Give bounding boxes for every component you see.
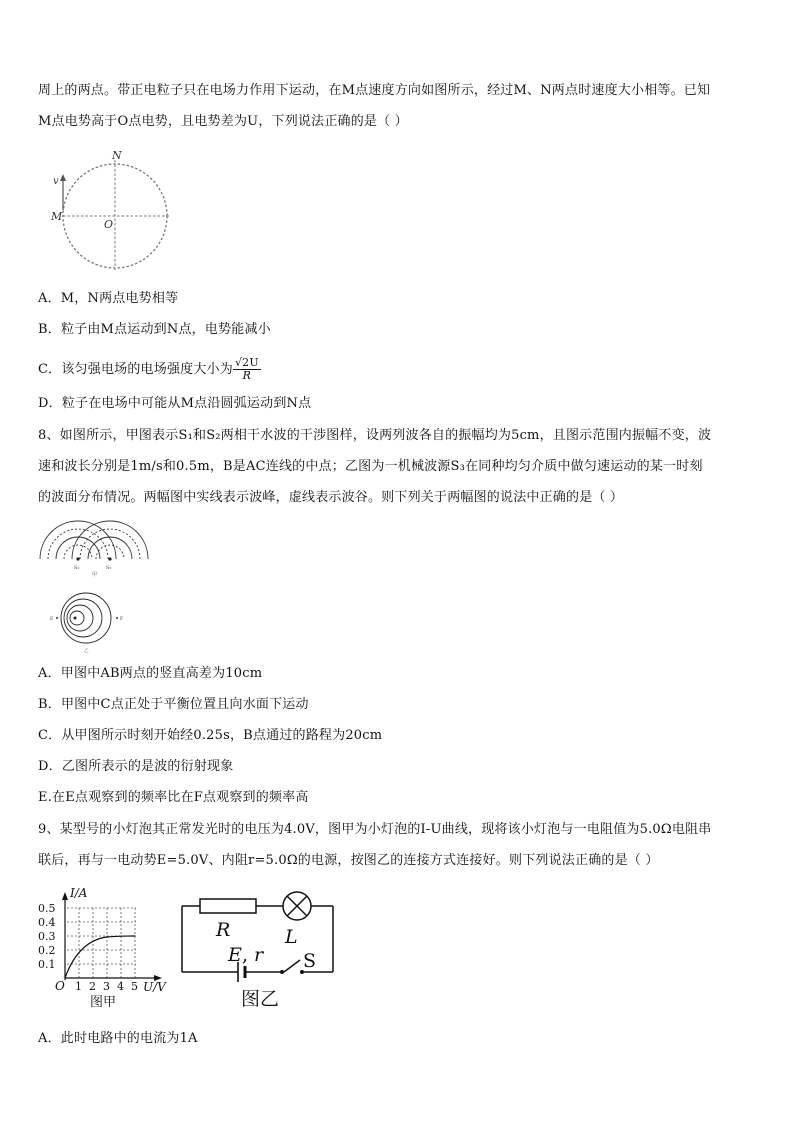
wavefront-2 bbox=[67, 605, 93, 631]
switch-blade bbox=[284, 960, 300, 972]
velocity-arrowhead bbox=[60, 174, 66, 181]
q9-option-a: A．此时电路中的电流为1A bbox=[38, 1031, 198, 1046]
label-emf: E bbox=[228, 944, 242, 966]
ytick-0.4: 0.4 bbox=[38, 916, 56, 929]
resistor-r bbox=[200, 899, 256, 913]
label-r-resistor: R bbox=[216, 919, 231, 941]
label-e: E bbox=[50, 617, 54, 622]
wavefront-1 bbox=[70, 611, 84, 625]
q7-option-c bbox=[38, 357, 261, 382]
point-f bbox=[116, 617, 118, 619]
q8-option-a: A．甲图中AB两点的竖直高差为10cm bbox=[38, 666, 263, 681]
source-s3 bbox=[74, 617, 77, 620]
label-v: v bbox=[53, 176, 59, 187]
y-axis-arrow bbox=[62, 892, 68, 900]
q7-stem-line-1: 周上的两点。带正电粒子只在电场力作用下运动，在M点速度方向如图所示，经过M、N两点时速度大小相等。已知 bbox=[38, 83, 711, 98]
circuit-caption: 图乙 bbox=[241, 988, 280, 1010]
s1-crest-inner bbox=[56, 537, 100, 559]
xlabel: U/V bbox=[143, 980, 166, 994]
q8-option-d: D．乙图所表示的是波的衍射现象 bbox=[38, 759, 234, 774]
wavefront-4 bbox=[61, 593, 111, 643]
label-M: M bbox=[51, 210, 63, 223]
s1-crest-outer bbox=[40, 521, 116, 559]
label-jia: 甲 bbox=[92, 572, 98, 577]
q7-option-c-text: C．该匀强电场的电场强度大小为 bbox=[38, 362, 233, 377]
s2-crest-outer bbox=[72, 521, 148, 559]
q7-stem-line-2: M点电势高于O点电势，且电势差为U，下列说法正确的是（ ） bbox=[38, 114, 408, 129]
origin-label: O bbox=[55, 979, 65, 993]
xtick-2: 2 bbox=[89, 980, 96, 993]
graph-caption: 图甲 bbox=[90, 995, 117, 1010]
xtick-4: 4 bbox=[117, 980, 124, 993]
fraction-numerator: √2U bbox=[234, 356, 259, 369]
ytick-0.3: 0.3 bbox=[38, 930, 56, 943]
q9-stem-line-2: 联后，再与一电动势E=5.0V、内阻r=5.0Ω的电源，按图乙的连接方式连接好。则下列说法正确的是（ ） bbox=[38, 853, 659, 868]
q9-stem-line-1: 9、某型号的小灯泡其正常发光时的电压为4.0V，图甲为小灯泡的I-U曲线，现将该小灯泡与一电阻值为5.0Ω电阻串 bbox=[38, 822, 712, 837]
label-switch: S bbox=[303, 950, 317, 972]
ytick-0.2: 0.2 bbox=[38, 944, 56, 957]
source-s1 bbox=[76, 557, 79, 560]
source-s2 bbox=[108, 557, 111, 560]
label-f: F bbox=[120, 617, 124, 622]
s2-crest-inner bbox=[88, 537, 132, 559]
label-O: O bbox=[104, 218, 114, 231]
q8-option-e: E.在E点观察到的频率比在F点观察到的频率高 bbox=[38, 790, 309, 805]
xtick-3: 3 bbox=[103, 980, 110, 993]
iu-curve bbox=[65, 936, 135, 978]
point-e bbox=[56, 617, 58, 619]
xtick-1: 1 bbox=[75, 980, 82, 993]
q7-option-d: D．粒子在电场中可能从M点沿圆弧运动到N点 bbox=[38, 396, 312, 411]
q9-iu-graph bbox=[38, 884, 170, 1010]
ytick-0.1: 0.1 bbox=[38, 958, 56, 971]
xtick-5: 5 bbox=[131, 980, 138, 993]
ytick-0.5: 0.5 bbox=[38, 902, 56, 915]
q8-doppler-figure bbox=[44, 585, 134, 655]
label-N: N bbox=[112, 149, 122, 162]
label-internal-r: r bbox=[254, 944, 264, 966]
q8-option-b: B．甲图中C点正处于平衡位置且向水面下运动 bbox=[38, 697, 309, 712]
q8-interference-figure bbox=[36, 515, 154, 577]
label-comma: , bbox=[242, 944, 249, 966]
q7-circle-figure bbox=[48, 148, 178, 273]
label-l-lamp: L bbox=[285, 926, 298, 948]
fraction-denominator: R bbox=[242, 369, 252, 382]
label-s2: S₂ bbox=[106, 565, 112, 571]
q7-option-c-fraction bbox=[233, 357, 261, 382]
label-s1: S₁ bbox=[74, 565, 80, 571]
label-yi: 乙 bbox=[84, 649, 89, 654]
q8-stem-line-2: 速和波长分别是1m/s和0.5m，B是AC连线的中点；乙图为一机械波源S₃在同种均匀介质中做匀速运动的某一时刻 bbox=[38, 459, 703, 474]
q7-option-b: B．粒子由M点运动到N点，电势能减小 bbox=[38, 322, 271, 337]
q9-circuit bbox=[176, 886, 340, 1012]
q8-stem-line-3: 的波面分布情况。两幅图中实线表示波峰，虚线表示波谷。则下列关于两幅图的说法中正确的是（ ） bbox=[38, 490, 624, 505]
switch-pivot bbox=[280, 970, 284, 974]
q8-option-c: C．从甲图所示时刻开始经0.25s，B点通过的路程为20cm bbox=[38, 728, 383, 743]
q7-option-a: A．M，N两点电势相等 bbox=[38, 291, 179, 306]
s2-trough-outer bbox=[80, 529, 140, 559]
q8-stem-line-1: 8、如图所示，甲图表示S₁和S₂两相干水波的干涉图样，设两列波各自的振幅均为5cm，且图示范围内振幅不变，波 bbox=[38, 428, 712, 443]
s1-trough-outer bbox=[48, 529, 108, 559]
ylabel: I/A bbox=[70, 886, 88, 900]
